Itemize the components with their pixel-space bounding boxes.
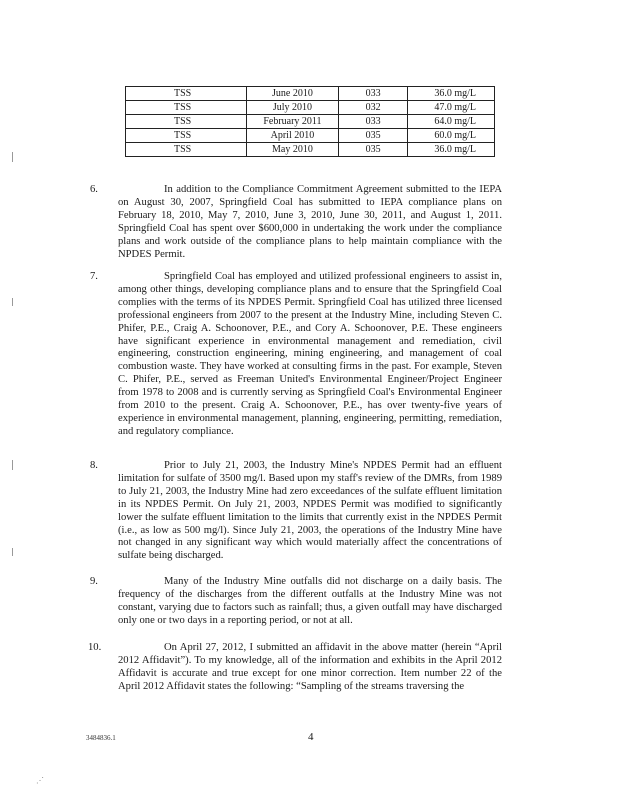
paragraph-9 — [90, 576, 502, 628]
month-cell: April 2010 — [247, 129, 339, 143]
outfall-cell: 032 — [338, 101, 408, 115]
paragraph-text: Prior to July 21, 2003, the Industry Mine's NPDES Permit had an effluent limitation for sulfate of 3500 mg/l. Based upon my staff's review of the DMRs, from 1989 to July 21, 2003, the Industry Mine had zero exceedances of the sulfate effluent limitation in its NPDES Permit. On July 21, 2003, NPDES Permit was modified to significantly lower the sulfate effluent limitation to the limits that currently exist in the NPDES Permit (i.e., as low as 500 mg/l). Since July 21, 2003, the operations of the Industry Mine have not changed in any significant way which would materially affect the concentrations of sulfate being discharged. — [118, 460, 502, 562]
outfall-cell: 035 — [338, 129, 408, 143]
paragraph-text: Springfield Coal has employed and utilized professional engineers to assist in, among other things, developing compliance plans and to ensure that the Springfield Coal complies with the terms of its NPDES Permit. Springfield Coal has utilized three licensed professional engineers from 2007 to the present at the Industry Mine, including Steven C. Phifer, P.E., Craig A. Schoonover, P.E., and Cory A. Schoonover, P.E. These engineers have significant experience in environmental management and remediation, civil engineering, construction engineering, mining engineering, and management of coal combustion waste. They have worked at consulting firms in the past. For example, Steven C. Phifer, P.E., served as Freeman United's Environmental Engineer/Project Engineer from 1978 to 2008 and is currently serving as Springfield Coal's Environmental Engineer from 2010 to the present. Craig A. Schoonover, P.E., has over twenty-five years of experience in environmental management, planning, engineering, permitting, remediation, and regulatory compliance. — [118, 271, 502, 437]
concentration-cell: 36.0 mg/L — [408, 87, 495, 101]
parameter-cell: TSS — [126, 101, 247, 115]
outfall-cell: 033 — [338, 87, 408, 101]
parameter-cell: TSS — [126, 143, 247, 157]
month-cell: February 2011 — [247, 115, 339, 129]
paragraph-text: In addition to the Compliance Commitment Agreement submitted to the IEPA on August 30, 2007, Springfield Coal has submitted to IEPA compliance plans on February 18, 2010, May 7, 2010, June 3, 2010, June 30, 2011, and August 1, 2011. Springfield Coal has spent over $600,000 in undertaking the work under the compliance plans and work outside of the compliance plans to help maintain compliance with the NPDES Permit. — [118, 184, 502, 260]
paragraph-number: 9. — [90, 576, 98, 587]
table-row — [126, 143, 495, 157]
outfall-cell: 033 — [338, 115, 408, 129]
document-id: 3484836.1 — [86, 734, 116, 742]
paragraph-text: Many of the Industry Mine outfalls did not discharge on a daily basis. The frequency of the discharges from the different outfalls at the Industry Mine was not constant, varying due to factors such as rainfall; thus, a given outfall may have discharged only one or two days in a reporting period, or not at all. — [118, 576, 502, 626]
concentration-cell: 47.0 mg/L — [408, 101, 495, 115]
table-row — [126, 87, 495, 101]
paragraph-number: 6. — [90, 184, 98, 195]
month-cell: July 2010 — [247, 101, 339, 115]
concentration-cell: 60.0 mg/L — [408, 129, 495, 143]
concentration-cell: 36.0 mg/L — [408, 143, 495, 157]
parameter-cell: TSS — [126, 115, 247, 129]
paragraph-number: 7. — [90, 271, 98, 282]
paragraph-6 — [90, 184, 502, 261]
paragraph-number: 10. — [88, 642, 102, 653]
scan-mark — [12, 460, 13, 470]
paragraph-text: On April 27, 2012, I submitted an affidavit in the above matter (herein “April 2012 Affidavit”). To my knowledge, all of the information and exhibits in the April 2012 Affidavit is accurate and true except for one minor correction. Item number 22 of the April 2012 Affidavit states the following: “Sampling of the streams traversing the — [118, 642, 502, 692]
paragraph-number: 8. — [90, 460, 98, 471]
scan-mark — [12, 298, 13, 306]
table-row — [126, 129, 495, 143]
outfall-cell: 035 — [338, 143, 408, 157]
month-cell: May 2010 — [247, 143, 339, 157]
parameter-cell: TSS — [126, 129, 247, 143]
scan-mark — [12, 152, 13, 162]
table-row — [126, 115, 495, 129]
paragraph-10 — [88, 642, 502, 694]
page-number: 4 — [308, 731, 314, 743]
paragraph-8 — [90, 460, 502, 563]
scan-mark — [12, 548, 13, 556]
paragraph-7 — [90, 271, 502, 439]
scan-speck: ⋰ — [36, 776, 44, 785]
month-cell: June 2010 — [247, 87, 339, 101]
tss-results-table — [125, 86, 495, 157]
parameter-cell: TSS — [126, 87, 247, 101]
table-row — [126, 101, 495, 115]
concentration-cell: 64.0 mg/L — [408, 115, 495, 129]
